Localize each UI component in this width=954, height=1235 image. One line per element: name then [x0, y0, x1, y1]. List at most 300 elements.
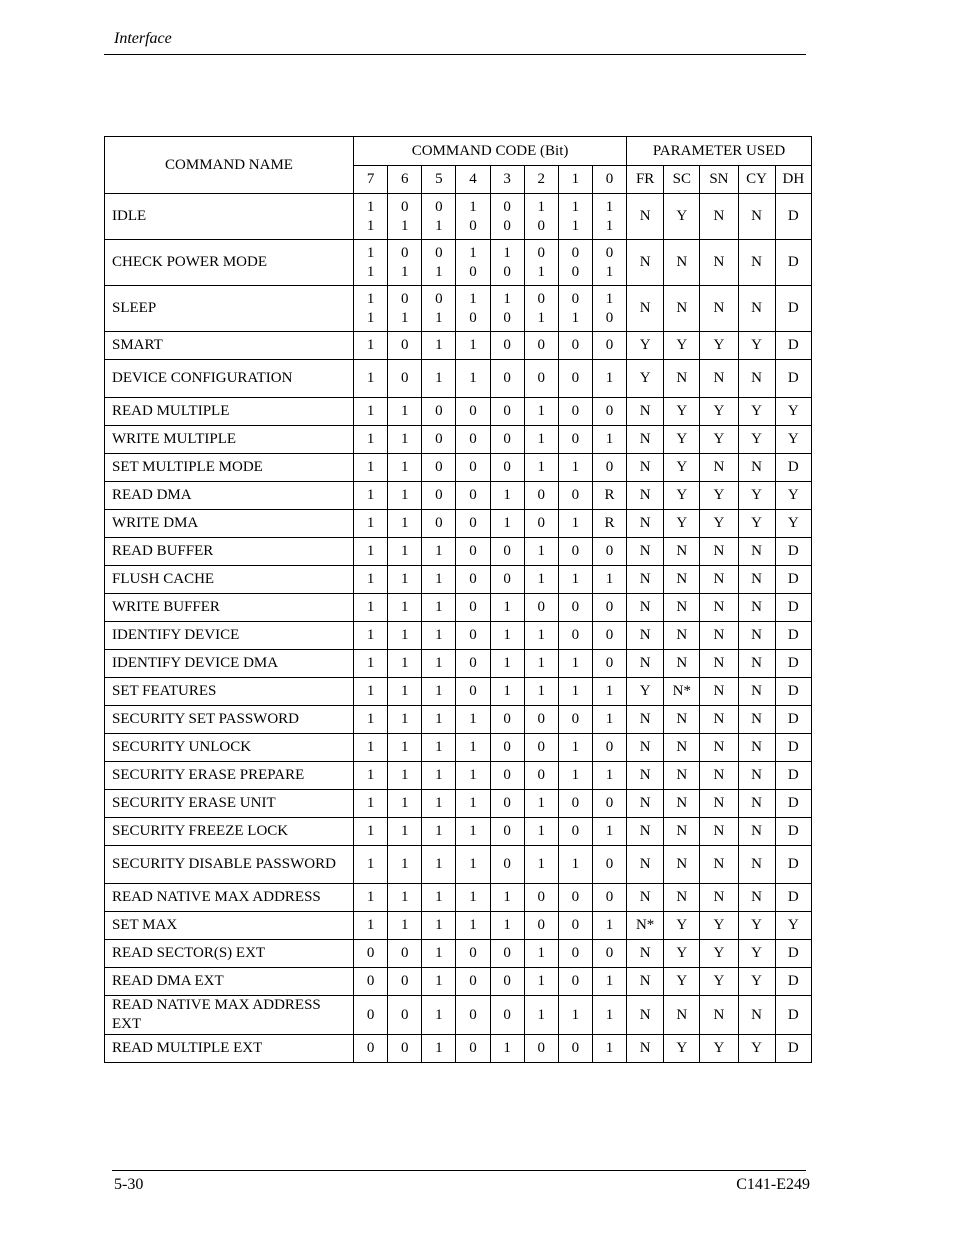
bit-cell: 1 0	[456, 286, 490, 332]
param-cell: Y	[664, 912, 700, 940]
header-bit: 0	[592, 166, 626, 194]
param-cell: N	[664, 360, 700, 398]
bit-cell: 0 1	[524, 240, 558, 286]
param-cell: N	[738, 594, 775, 622]
param-cell: N	[700, 538, 738, 566]
bit-cell: 1	[388, 818, 422, 846]
param-cell: N	[627, 454, 664, 482]
bit-cell: 1	[422, 968, 456, 996]
bit-cell: 0	[558, 706, 592, 734]
param-cell: N	[700, 884, 738, 912]
bit-cell: 1	[524, 538, 558, 566]
header-bit: 1	[558, 166, 592, 194]
bit-cell: 0	[456, 1035, 490, 1063]
param-cell: Y	[775, 482, 811, 510]
command-name-cell: SECURITY SET PASSWORD	[105, 706, 354, 734]
bit-cell: 1	[354, 884, 388, 912]
bit-cell: 0 1	[524, 286, 558, 332]
bit-cell: 1	[422, 594, 456, 622]
param-cell: D	[775, 286, 811, 332]
bit-cell: 0	[524, 912, 558, 940]
command-name-cell: SECURITY FREEZE LOCK	[105, 818, 354, 846]
param-cell: N	[700, 360, 738, 398]
bit-cell: 1	[490, 482, 524, 510]
bit-cell: 1	[354, 818, 388, 846]
param-cell: Y	[700, 398, 738, 426]
bit-cell: 1	[524, 622, 558, 650]
bit-cell: 1	[524, 398, 558, 426]
param-cell: N	[664, 622, 700, 650]
bit-cell: 1	[592, 706, 626, 734]
bit-cell: 0	[388, 360, 422, 398]
param-cell: N	[627, 790, 664, 818]
bit-cell: 0	[490, 426, 524, 454]
bit-cell: 1	[354, 622, 388, 650]
bit-cell: 1	[456, 884, 490, 912]
bit-cell: 0	[456, 510, 490, 538]
bit-cell: 0	[490, 538, 524, 566]
table-row	[105, 510, 812, 538]
bit-cell: 0	[524, 706, 558, 734]
command-name-cell: SMART	[105, 332, 354, 360]
param-cell: N	[664, 762, 700, 790]
bit-cell: 1	[388, 566, 422, 594]
table-row	[105, 912, 812, 940]
param-cell: Y	[700, 482, 738, 510]
header-bit: 6	[388, 166, 422, 194]
bit-cell: 0	[558, 594, 592, 622]
bit-cell: 0	[592, 846, 626, 884]
param-cell: N	[664, 790, 700, 818]
page-number: 5-30	[114, 1176, 144, 1193]
bit-cell: 1	[422, 734, 456, 762]
bit-cell: 1	[490, 650, 524, 678]
bit-cell: 0	[456, 426, 490, 454]
param-cell: N	[738, 734, 775, 762]
param-cell: Y	[700, 426, 738, 454]
table-row	[105, 706, 812, 734]
table-row	[105, 790, 812, 818]
table-row	[105, 360, 812, 398]
param-cell: Y	[738, 332, 775, 360]
param-cell: N	[700, 846, 738, 884]
bit-cell: 0	[524, 884, 558, 912]
bit-cell: 1	[490, 912, 524, 940]
bit-cell: 1	[592, 968, 626, 996]
bit-cell: 0	[354, 996, 388, 1035]
bit-cell: 1	[558, 996, 592, 1035]
bit-cell: 1	[354, 706, 388, 734]
header-param: CY	[738, 166, 775, 194]
bit-cell: 0	[558, 538, 592, 566]
bit-cell: 0	[558, 426, 592, 454]
param-cell: N	[627, 1035, 664, 1063]
table-row	[105, 734, 812, 762]
bit-cell: 0	[422, 398, 456, 426]
bit-cell: 0 0	[490, 194, 524, 240]
bit-cell: 0	[490, 398, 524, 426]
bit-cell: 0	[558, 332, 592, 360]
param-cell: D	[775, 968, 811, 996]
header-bit: 2	[524, 166, 558, 194]
table-row	[105, 884, 812, 912]
table-row	[105, 622, 812, 650]
table-row	[105, 566, 812, 594]
command-name-cell: SET MULTIPLE MODE	[105, 454, 354, 482]
command-table-body	[105, 194, 812, 1063]
param-cell: N	[627, 426, 664, 454]
param-cell: Y	[627, 678, 664, 706]
bit-cell: 1 0	[490, 240, 524, 286]
bit-cell: 0	[524, 734, 558, 762]
command-name-cell: FLUSH CACHE	[105, 566, 354, 594]
param-cell: D	[775, 846, 811, 884]
bit-cell: 1	[388, 912, 422, 940]
param-cell: N	[627, 510, 664, 538]
bit-cell: 0	[592, 594, 626, 622]
param-cell: D	[775, 360, 811, 398]
bit-cell: 0	[524, 360, 558, 398]
param-cell: N	[627, 940, 664, 968]
param-cell: N	[738, 538, 775, 566]
table-row	[105, 678, 812, 706]
param-cell: D	[775, 762, 811, 790]
bit-cell: 0	[592, 398, 626, 426]
param-cell: Y	[627, 360, 664, 398]
bit-cell: 1	[524, 454, 558, 482]
param-cell: N	[627, 240, 664, 286]
bit-cell: 0	[524, 594, 558, 622]
bit-cell: 0	[592, 332, 626, 360]
param-cell: D	[775, 818, 811, 846]
param-cell: N	[664, 818, 700, 846]
param-cell: Y	[775, 510, 811, 538]
bit-cell: 0 1	[422, 240, 456, 286]
bit-cell: 0	[524, 510, 558, 538]
bit-cell: 0	[490, 360, 524, 398]
bit-cell: 1	[422, 360, 456, 398]
table-row	[105, 650, 812, 678]
param-cell: N	[627, 762, 664, 790]
bit-cell: 1	[456, 762, 490, 790]
bit-cell: 1 0	[456, 194, 490, 240]
param-cell: Y	[700, 968, 738, 996]
bit-cell: 1	[388, 884, 422, 912]
bit-cell: 1	[354, 594, 388, 622]
bit-cell: 0	[592, 454, 626, 482]
bit-cell: 1 0	[490, 286, 524, 332]
param-cell: N	[738, 996, 775, 1035]
param-cell: N	[627, 286, 664, 332]
table-row	[105, 538, 812, 566]
param-cell: N	[738, 790, 775, 818]
param-cell: Y	[738, 1035, 775, 1063]
param-cell: D	[775, 454, 811, 482]
param-cell: D	[775, 240, 811, 286]
param-cell: N	[664, 286, 700, 332]
bit-cell: 1	[422, 706, 456, 734]
table-row	[105, 818, 812, 846]
bit-cell: 1	[456, 912, 490, 940]
bit-cell: 0	[592, 538, 626, 566]
header-bit: 3	[490, 166, 524, 194]
bit-cell: 0 1	[422, 194, 456, 240]
bit-cell: 1	[490, 510, 524, 538]
bit-cell: 1	[422, 790, 456, 818]
table-row	[105, 594, 812, 622]
param-cell: Y	[664, 454, 700, 482]
bit-cell: 0	[422, 510, 456, 538]
param-cell: N	[627, 968, 664, 996]
bit-cell: 0	[422, 482, 456, 510]
param-cell: D	[775, 194, 811, 240]
param-cell: N	[627, 818, 664, 846]
bit-cell: 1	[524, 968, 558, 996]
bit-cell: 1	[490, 622, 524, 650]
param-cell: Y	[664, 482, 700, 510]
bit-cell: 1	[524, 678, 558, 706]
bit-cell: 1	[388, 762, 422, 790]
bit-cell: 0	[558, 818, 592, 846]
param-cell: Y	[700, 940, 738, 968]
param-cell: D	[775, 706, 811, 734]
command-name-cell: IDLE	[105, 194, 354, 240]
header-param: SN	[700, 166, 738, 194]
table-row	[105, 398, 812, 426]
bit-cell: 1	[388, 426, 422, 454]
command-name-cell: SECURITY ERASE PREPARE	[105, 762, 354, 790]
command-name-cell: CHECK POWER MODE	[105, 240, 354, 286]
param-cell: N	[738, 454, 775, 482]
header-command-name: COMMAND NAME	[105, 137, 354, 194]
bit-cell: 1	[354, 912, 388, 940]
param-cell: N	[738, 566, 775, 594]
bit-cell: 1	[592, 996, 626, 1035]
bit-cell: 1	[388, 594, 422, 622]
bit-cell: 1	[422, 762, 456, 790]
bit-cell: 0	[456, 940, 490, 968]
bit-cell: 0	[592, 622, 626, 650]
param-cell: N	[700, 194, 738, 240]
command-name-cell: READ BUFFER	[105, 538, 354, 566]
table-row	[105, 332, 812, 360]
bit-cell: 0	[524, 762, 558, 790]
param-cell: N	[738, 240, 775, 286]
param-cell: N	[700, 762, 738, 790]
bit-cell: 1	[354, 360, 388, 398]
bit-cell: 1	[558, 650, 592, 678]
bit-cell: 1	[388, 454, 422, 482]
bit-cell: 0	[456, 594, 490, 622]
bit-cell: 1	[422, 566, 456, 594]
command-name-cell: WRITE MULTIPLE	[105, 426, 354, 454]
param-cell: Y	[775, 426, 811, 454]
bit-cell: 0	[558, 360, 592, 398]
bit-cell: 1 0	[456, 240, 490, 286]
command-name-cell: READ MULTIPLE EXT	[105, 1035, 354, 1063]
param-cell: Y	[738, 426, 775, 454]
param-cell: N	[664, 650, 700, 678]
param-cell: N	[738, 622, 775, 650]
command-name-cell: SET MAX	[105, 912, 354, 940]
bit-cell: 1	[524, 790, 558, 818]
param-cell: D	[775, 678, 811, 706]
param-cell: N	[700, 706, 738, 734]
bit-cell: 1	[422, 622, 456, 650]
bit-cell: 1	[422, 846, 456, 884]
param-cell: N	[627, 846, 664, 884]
command-name-cell: READ NATIVE MAX ADDRESS EXT	[105, 996, 354, 1035]
bit-cell: 0	[558, 622, 592, 650]
bit-cell: 0	[456, 622, 490, 650]
command-name-cell: READ SECTOR(S) EXT	[105, 940, 354, 968]
bit-cell: 0	[456, 482, 490, 510]
param-cell: N	[627, 538, 664, 566]
bit-cell: 0	[558, 1035, 592, 1063]
bit-cell: 1	[456, 706, 490, 734]
header-param: FR	[627, 166, 664, 194]
bit-cell: 0	[456, 678, 490, 706]
bit-cell: 1	[354, 538, 388, 566]
param-cell: Y	[700, 912, 738, 940]
param-cell: N	[738, 678, 775, 706]
param-cell: Y	[738, 482, 775, 510]
header-param: SC	[664, 166, 700, 194]
command-name-cell: IDENTIFY DEVICE	[105, 622, 354, 650]
param-cell: N	[700, 678, 738, 706]
param-cell: D	[775, 884, 811, 912]
bit-cell: 1	[422, 818, 456, 846]
param-cell: N	[738, 286, 775, 332]
bit-cell: 1	[388, 706, 422, 734]
bit-cell: 1	[456, 734, 490, 762]
bit-cell: 1	[558, 678, 592, 706]
command-name-cell: READ DMA EXT	[105, 968, 354, 996]
param-cell: N	[738, 818, 775, 846]
bit-cell: 1	[388, 482, 422, 510]
bit-cell: 0	[456, 968, 490, 996]
param-cell: Y	[664, 968, 700, 996]
table-row	[105, 1035, 812, 1063]
param-cell: D	[775, 1035, 811, 1063]
command-name-cell: SECURITY ERASE UNIT	[105, 790, 354, 818]
bit-cell: 1	[558, 846, 592, 884]
bit-cell: 1	[490, 594, 524, 622]
param-cell: N	[627, 996, 664, 1035]
param-cell: Y	[664, 426, 700, 454]
bit-cell: 1	[354, 426, 388, 454]
bit-cell: 1	[422, 1035, 456, 1063]
bit-cell: 0	[524, 332, 558, 360]
param-cell: N	[627, 398, 664, 426]
bit-cell: 1	[422, 996, 456, 1035]
bit-cell: 1	[490, 1035, 524, 1063]
param-cell: N	[627, 594, 664, 622]
param-cell: Y	[664, 194, 700, 240]
bit-cell: 1 1	[558, 194, 592, 240]
param-cell: Y	[700, 1035, 738, 1063]
param-cell: Y	[664, 940, 700, 968]
bit-cell: 0	[490, 846, 524, 884]
command-name-cell: SET FEATURES	[105, 678, 354, 706]
bit-cell: 0	[490, 996, 524, 1035]
param-cell: N	[627, 734, 664, 762]
param-cell: N	[738, 706, 775, 734]
bit-cell: 0	[354, 940, 388, 968]
bit-cell: 1	[422, 912, 456, 940]
bit-cell: 1	[456, 360, 490, 398]
table-row	[105, 240, 812, 286]
param-cell: Y	[738, 510, 775, 538]
param-cell: D	[775, 332, 811, 360]
bit-cell: 0	[388, 1035, 422, 1063]
bit-cell: 1	[354, 398, 388, 426]
bit-cell: 0	[456, 398, 490, 426]
table-row	[105, 426, 812, 454]
param-cell: Y	[738, 912, 775, 940]
param-cell: Y	[700, 510, 738, 538]
table-row	[105, 940, 812, 968]
param-cell: N	[700, 240, 738, 286]
document-id: C141-E249	[736, 1176, 810, 1193]
param-cell: D	[775, 940, 811, 968]
param-cell: Y	[775, 912, 811, 940]
param-cell: N	[627, 884, 664, 912]
bit-cell: 1	[592, 912, 626, 940]
bit-cell: 0	[558, 482, 592, 510]
bit-cell: 0	[422, 426, 456, 454]
bit-cell: 1	[456, 332, 490, 360]
param-cell: N	[664, 706, 700, 734]
bit-cell: 1	[592, 426, 626, 454]
bit-cell: 0 1	[558, 286, 592, 332]
param-cell: D	[775, 790, 811, 818]
bit-cell: 0	[490, 734, 524, 762]
bit-cell: 0	[456, 650, 490, 678]
bit-cell: 1	[354, 332, 388, 360]
command-name-cell: READ NATIVE MAX ADDRESS	[105, 884, 354, 912]
bit-cell: 0	[592, 790, 626, 818]
bit-cell: 0	[490, 762, 524, 790]
bit-cell: 0	[592, 734, 626, 762]
command-name-cell: IDENTIFY DEVICE DMA	[105, 650, 354, 678]
footer-rule	[112, 1170, 806, 1171]
header-bit: 7	[354, 166, 388, 194]
bit-cell: 0 1	[388, 240, 422, 286]
bit-cell: 0	[558, 940, 592, 968]
param-cell: N	[700, 996, 738, 1035]
bit-cell: 1	[388, 622, 422, 650]
param-cell: Y	[738, 968, 775, 996]
bit-cell: 1	[592, 1035, 626, 1063]
bit-cell: 1	[592, 678, 626, 706]
bit-cell: 0	[388, 968, 422, 996]
bit-cell: 0 1	[388, 194, 422, 240]
bit-cell: 1	[422, 650, 456, 678]
table-row	[105, 968, 812, 996]
table-row	[105, 454, 812, 482]
table-row	[105, 482, 812, 510]
table-row	[105, 846, 812, 884]
param-cell: N	[664, 846, 700, 884]
param-cell: N	[664, 884, 700, 912]
bit-cell: 1	[354, 734, 388, 762]
bit-cell: 0	[490, 454, 524, 482]
bit-cell: 1	[592, 360, 626, 398]
bit-cell: 0	[388, 332, 422, 360]
bit-cell: 1	[592, 818, 626, 846]
bit-cell: 1	[354, 510, 388, 538]
